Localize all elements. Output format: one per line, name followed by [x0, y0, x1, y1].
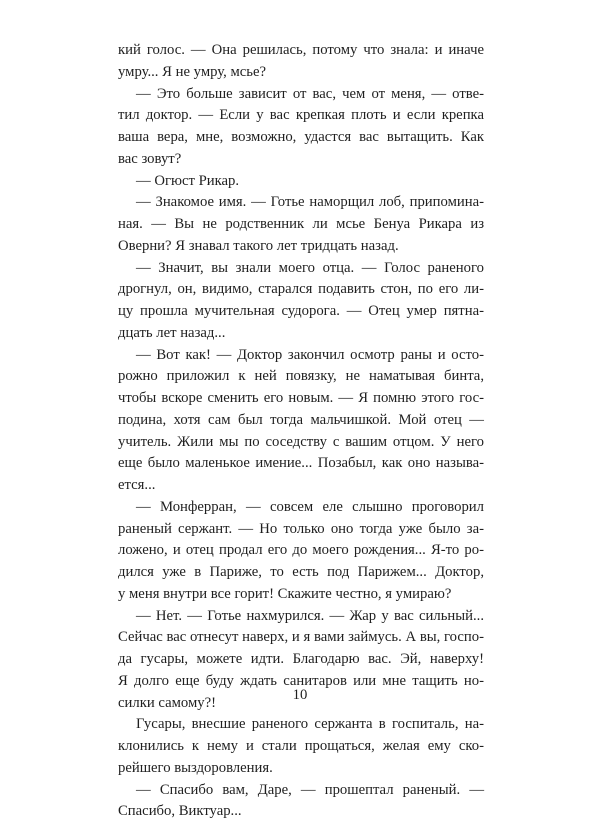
text-line: дрогнул, он, видимо, старался подавить стон, по его ли- — [118, 281, 484, 298]
text-line: дцать лет назад... — [118, 324, 226, 341]
body-text — [118, 40, 484, 823]
text-line: — Спасибо вам, Даре, — прошептал раненый. — — [136, 781, 484, 798]
text-line: вас зовут? — [118, 150, 182, 167]
text-line: подина, хотя сам был тогда мальчишкой. Мой отец — — [118, 411, 484, 428]
text-line: у меня внутри все горит! Скажите честно, я умираю? — [118, 585, 452, 602]
text-line: чтобы вскоре сменить его новым. — Я помню этого гос- — [118, 390, 484, 406]
text-line: — Значит, вы знали моего отца. — Голос раненого — [136, 259, 484, 276]
text-line: дился уже в Париже, то есть под Парижем... Доктор, — [118, 564, 484, 580]
text-line: рожно приложил к ней повязку, не наматывая бинта, — [118, 368, 484, 385]
text-line: раненый сержант. — Но только оно тогда уже было за- — [118, 520, 484, 537]
text-line: клонились к нему и стали прощаться, желая ему ско- — [118, 738, 484, 754]
page-number: 10 — [292, 687, 308, 703]
text-line: Спасибо, Виктуар... — [118, 803, 242, 820]
text-line: ложено, и отец продал его до моего рождения... Я-то ро- — [118, 542, 484, 559]
text-line: учитель. Жили мы по соседству с вашим отцом. У него — [118, 433, 484, 450]
text-line: рейшего выздоровления. — [118, 759, 273, 776]
text-line: — Это больше зависит от вас, чем от меня, — отве- — [136, 85, 484, 102]
text-line: еще было маленькое имение... Позабыл, как оно называ- — [118, 455, 484, 472]
text-line: — Монферран, — совсем еле слышно проговорил — [136, 498, 484, 515]
text-line: цу прошла мучительная судорога. — Отец умер пятна- — [118, 303, 484, 319]
text-line: — Нет. — Готье нахмурился. — Жар у вас сильный... — [136, 607, 484, 624]
text-line: — Знакомое имя. — Готье наморщил лоб, припомина- — [136, 194, 484, 211]
text-line: кий голос. — Она решилась, потому что знала: и иначе — [118, 42, 484, 58]
text-line: умру... Я не умру, мсье? — [118, 63, 267, 80]
text-line: ваша вера, мне, возможно, удастся вас вытащить. Как — [118, 129, 484, 145]
text-line: — Огюст Рикар. — [136, 172, 240, 189]
text-line: Сейчас вас отнесут наверх, и я вами займусь. А вы, госпо- — [118, 629, 484, 646]
text-line: ная. — Вы не родственник ли мсье Бенуа Рикара из — [118, 216, 484, 232]
text-line: силки самому?! — [118, 694, 217, 711]
text-line: Гусары, внесшие раненого сержанта в госпиталь, на- — [136, 716, 484, 733]
text-line: Оверни? Я знавал такого лет тридцать назад. — [118, 237, 399, 254]
text-line: Я долго еще буду ждать санитаров или мне тащить но- — [118, 672, 484, 689]
text-line: ется... — [118, 477, 156, 493]
text-line: тил доктор. — Если у вас крепкая плоть и если крепка — [118, 107, 484, 124]
text-line: — Вот как! — Доктор закончил осмотр раны и осто- — [136, 346, 484, 363]
text-line: да гусары, можете идти. Благодарю вас. Эй, наверху! — [118, 651, 484, 667]
